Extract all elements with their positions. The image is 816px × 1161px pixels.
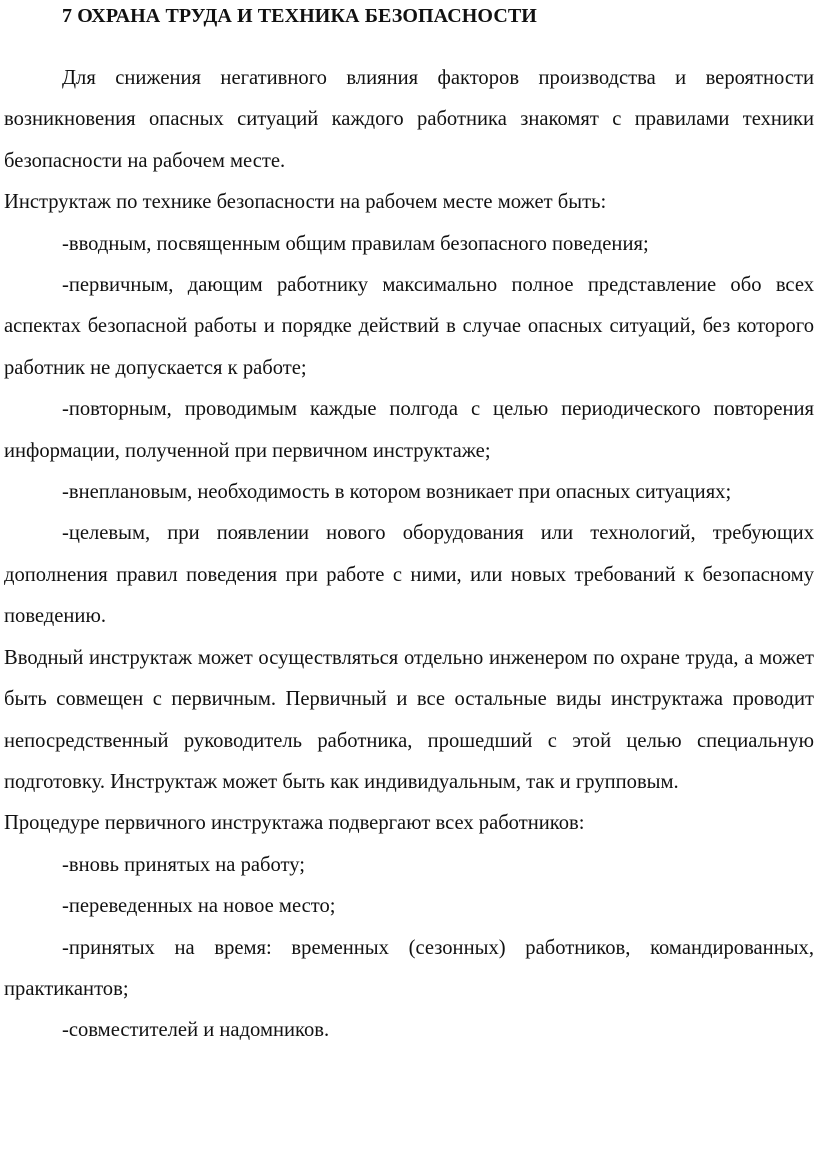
intro-paragraph: Для снижения негативного влияния факторов производства и вероятности возникновения опасных ситуаций каждого работника знакомят с правилами техники безопасности на рабочем месте. bbox=[4, 67, 814, 172]
introductory-briefing-paragraph: Вводный инструктаж может осуществляться отдельно инженером по охране труда, а может быть совмещен с первичным. Первичный и все остальные виды инструктажа проводит непосредственный руководитель работника, прошедший с этой целью специальную подготовку. Инструктаж может быть как индивидуальным, так и групповым. bbox=[4, 646, 814, 793]
list-item-unscheduled: -внеплановым, необходимость в котором возникает при опасных ситуациях; bbox=[62, 481, 732, 504]
section-title: 7 ОХРАНА ТРУДА И ТЕХНИКА БЕЗОПАСНОСТИ bbox=[62, 5, 537, 27]
list-item-targeted: -целевым, при появлении нового оборудования или технологий, требующих дополнения правил поведения при работе с ними, или новых требований к безопасному поведению. bbox=[4, 522, 814, 628]
list-item-transferred: -переведенных на новое место; bbox=[62, 895, 336, 918]
primary-briefing-lead: Процедуре первичного инструктажа подвергают всех работников: bbox=[4, 812, 585, 835]
list-item-introductory: -вводным, посвященным общим правилам безопасного поведения; bbox=[62, 232, 649, 255]
list-item-repeated: -повторным, проводимым каждые полгода с целью периодического повторения информации, полученной при первичном инструктаже; bbox=[4, 398, 814, 462]
list-item-newly-hired: -вновь принятых на работу; bbox=[62, 853, 306, 876]
instruction-types-lead: Инструктаж по технике безопасности на рабочем месте может быть: bbox=[4, 191, 607, 214]
list-item-part-time: -совместителей и надомников. bbox=[62, 1019, 330, 1042]
list-item-temporary: -принятых на время: временных (сезонных) работников, командированных, практикантов; bbox=[4, 936, 814, 1000]
list-item-primary: -первичным, дающим работнику максимально полное представление обо всех аспектах безопасной работы и порядке действий в случае опасных ситуаций, без которого работник не допускается к работе; bbox=[4, 274, 814, 379]
